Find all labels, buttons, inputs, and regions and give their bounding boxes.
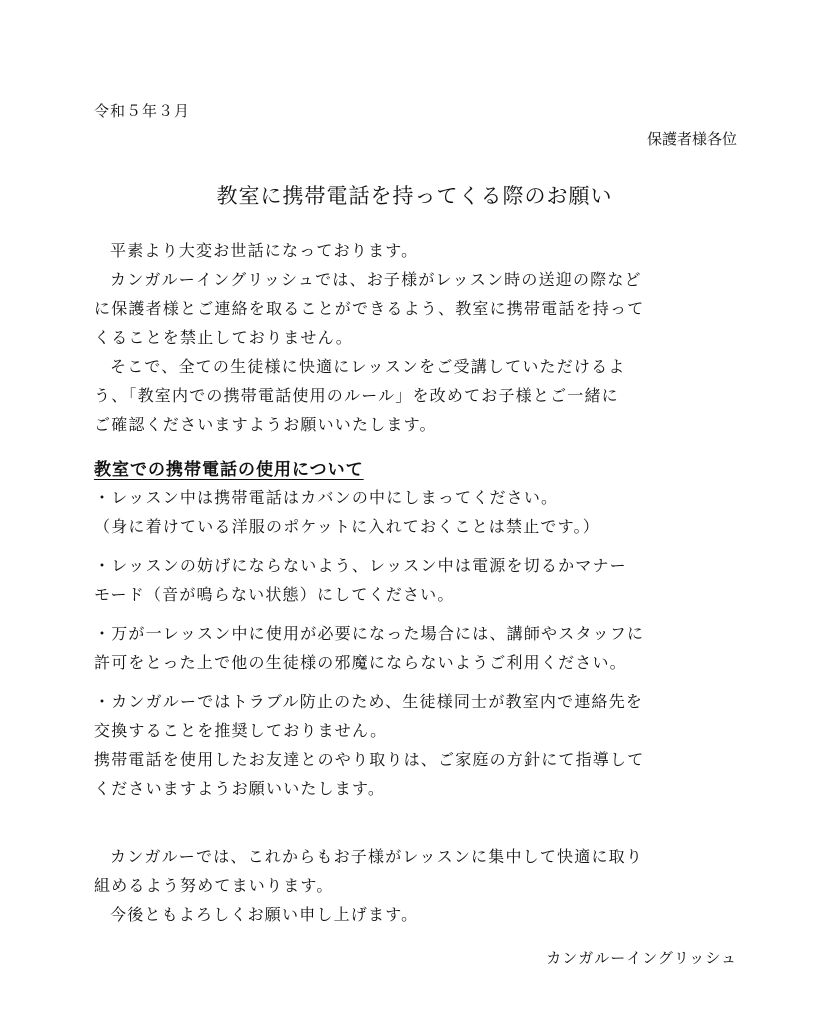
rule-line: ・レッスンの妨げにならないよう、レッスン中は電源を切るかマナー [94, 556, 627, 575]
closing-line: カンガルーでは、これからもお子様がレッスンに集中して快適に取り [110, 847, 644, 866]
closing-line: 今後ともよろしくお願い申し上げます。 [110, 905, 419, 924]
rule-item [94, 551, 744, 609]
intro-section [94, 236, 744, 439]
intro-line: くることを禁止しておりません。 [94, 328, 353, 347]
rule-line: （身に着けている洋服のポケットに入れておくことは禁止です。） [94, 517, 600, 536]
intro-line: カンガルーイングリッシュでは、お子様がレッスン時の送迎の際など [110, 270, 642, 289]
rule-line: モード（音が鳴らない状態）にしてください。 [94, 585, 455, 604]
intro-line: ご確認くださいますようお願いいたします。 [94, 415, 437, 434]
rule-line: くださいますようお願いいたします。 [94, 779, 386, 798]
rule-line: 交換することを推奨しておりません。 [94, 721, 388, 740]
rule-line: 許可をとった上で他の生徒様の邪魔にならないようご利用ください。 [94, 653, 627, 672]
rule-item [94, 483, 744, 541]
signature: カンガルーイングリッシュ [546, 949, 737, 967]
addressee: 保護者様各位 [646, 130, 737, 148]
closing-line: 組めるよう努めてまいります。 [94, 876, 334, 895]
intro-line: う、「教室内での携帯電話使用のルール」を改めてお子様とご一緒に [94, 386, 619, 405]
rule-line: 携帯電話を使用したお友達とのやり取りは、ご家庭の方針にて指導して [94, 750, 645, 769]
rule-item [94, 619, 744, 677]
rule-line: ・カンガルーではトラブル防止のため、生徒様同士が教室内で連絡先を [94, 692, 644, 711]
issue-date: 令和５年３月 [94, 102, 191, 120]
intro-line: に保護者様とご連絡を取ることができるよう、教室に携帯電話を持って [94, 299, 645, 318]
rule-line: ・レッスン中は携帯電話はカバンの中にしまってください。 [94, 488, 559, 507]
document-title: 教室に携帯電話を持ってくる際のお願い [216, 184, 613, 208]
intro-line: そこで、全ての生徒様に快適にレッスンをご受講していただけるよ [110, 357, 626, 376]
closing-section [94, 842, 744, 929]
rules-section [94, 483, 744, 813]
rule-line: ・万が一レッスン中に使用が必要になった場合には、講師やスタッフに [94, 624, 645, 643]
intro-line: 平素より大変お世話になっております。 [110, 241, 419, 260]
section-heading: 教室での携帯電話の使用について [94, 460, 364, 480]
rule-item [94, 687, 744, 803]
